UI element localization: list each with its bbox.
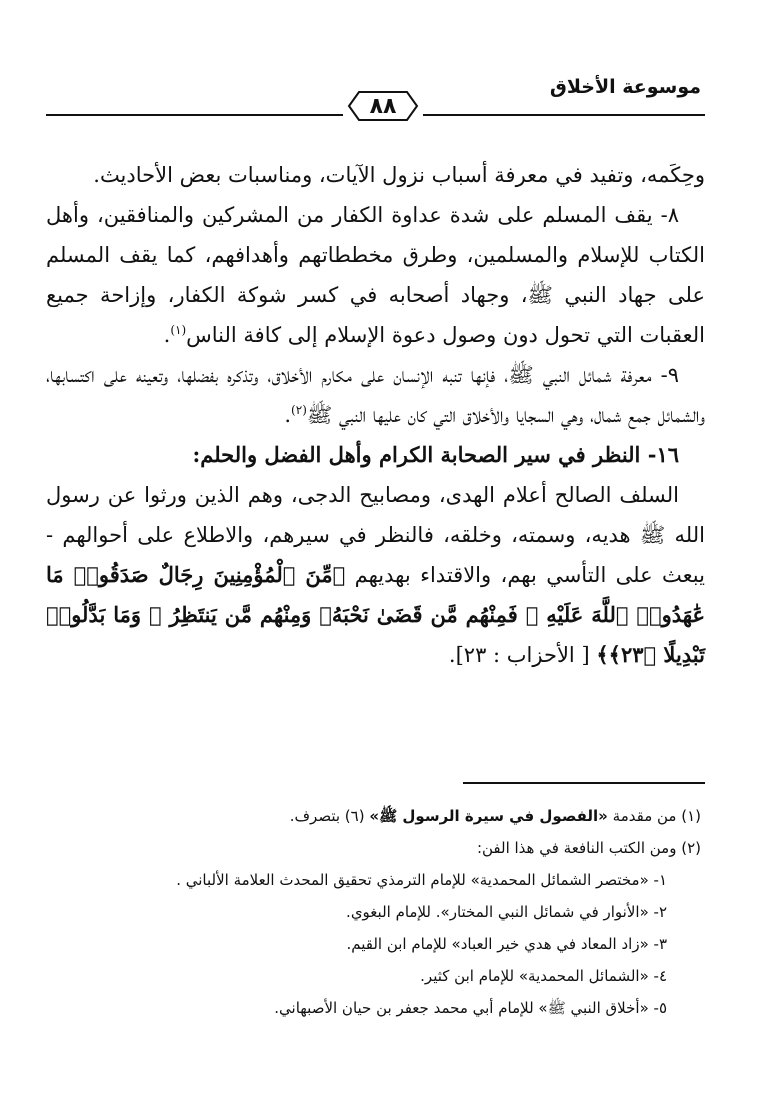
footnote-2-item-4: ٤- «الشمائل المحمدية» للإمام ابن كثير. <box>420 967 667 985</box>
footnote-2-item-2: ٢- «الأنوار في شمائل النبي المختار». للإمام البغوي. <box>346 903 667 921</box>
section-heading-16: ١٦- النظر في سير الصحابة الكرام وأهل الفضل والحلم: <box>192 442 679 467</box>
quran-reference: [ الأحزاب : ٢٣]. <box>448 643 590 667</box>
footnote-2-item-5: ٥- «أخلاق النبي ﷺ» للإمام أبي محمد جعفر بن حيان الأصبهاني. <box>274 999 667 1017</box>
main-text <box>46 155 705 675</box>
footnote-2: (٢) ومن الكتب النافعة في هذا الفن: <box>476 839 701 857</box>
footnote-1-prefix: (١) من مقدمة <box>612 807 701 825</box>
page-number: ٨٨ <box>369 93 397 119</box>
book-title: موسوعة الأخلاق <box>549 76 701 98</box>
paragraph-1: وحِكَمه، وتفيد في معرفة أسباب نزول الآيات، ومناسبات بعض الأحاديث. <box>93 163 705 187</box>
footnotes <box>60 800 701 1024</box>
paragraph-salaf <box>46 475 705 675</box>
footnote-ref-2: (٢) <box>291 403 307 417</box>
footnote-2-item-3: ٣- «زاد المعاد في هدي خير العباد» للإمام ابن القيم. <box>346 935 667 953</box>
page-number-badge <box>343 88 423 124</box>
point-8-text: ٨- يقف المسلم على شدة عداوة الكفار من المشركين والمنافقين، وأهل الكتاب للإسلام والمسلمين، وطرق مخططاتهم وأهدافهم، كما يقف المسلم على جهاد النبي ﷺ، وجهاد أصحابه في كسر شوكة الكفار، وإزاحة جميع العقبات التي تحول دون وصول دعوة الإسلام إلى كافة الناس <box>46 203 705 347</box>
footnote-1-title: «الفصول في سيرة الرسول ﷺ» <box>369 807 608 825</box>
footnote-rule <box>463 782 705 784</box>
paragraph-point-9: ٩- معرفة شمائل النبي ﷺ، فإنها تنبه الإنسان على مكارم الأخلاق، وتذكره بفضلها، وتعينه على اكتسابها، والشمائل جمع شمال، وهي السجايا والأخلاق التي كان عليها النبي ﷺ$^{(٢)}$. <box>46 363 705 427</box>
salaf-text: السلف الصالح أعلام الهدى، ومصابيح الدجى، وهم الذين ورثوا عن رسول الله ﷺ هديه، وسمته، وخلقه، فالنظر في سيرهم، والاطلاع على أحوالهم - يبعث على التأسي بهم، والاقتداء بهديهم <box>46 483 705 587</box>
footnote-2-item-1: ١- «مختصر الشمائل المحمدية» للإمام الترمذي تحقيق المحدث العلامة الألباني . <box>176 871 667 889</box>
footnote-1 <box>60 800 701 832</box>
footnote-1-suffix: (٦) بتصرف. <box>289 807 365 825</box>
paragraph-point-8: ٨- يقف المسلم على شدة عداوة الكفار من المشركين والمنافقين، وأهل الكتاب للإسلام والمسلمين، وطرق مخططاتهم وأهدافهم، كما يقف المسلم على جهاد النبي ﷺ، وجهاد أصحابه في كسر شوكة الكفار، وإزاحة جميع العقبات التي تحول دون وصول دعوة الإسلام إلى كافة الناس$^{(١)}$. <box>46 203 705 347</box>
point-9-text: ٩- معرفة شمائل النبي ﷺ، فإنها تنبه الإنسان على مكارم الأخلاق، وتذكره بفضلها، وتعينه على اكتسابها، والشمائل جمع شمال، وهي السجايا والأخلاق التي كان عليها النبي ﷺ <box>46 363 705 427</box>
footnote-ref-1: (١) <box>170 323 187 337</box>
quran-verse: ﴿مِّنَ ٱلْمُؤْمِنِينَ رِجَالٌ صَدَقُوا۟ مَا عَٰهَدُوا۟ ٱللَّهَ عَلَيْهِ ۖ فَمِنْهُم مَّن قَضَىٰ نَحْبَهُۥ وَمِنْهُم مَّن يَنتَظِرُ ۖ وَمَا بَدَّلُوا۟ تَبْدِيلًا ﴿٢٣﴾﴾ <box>46 562 705 667</box>
